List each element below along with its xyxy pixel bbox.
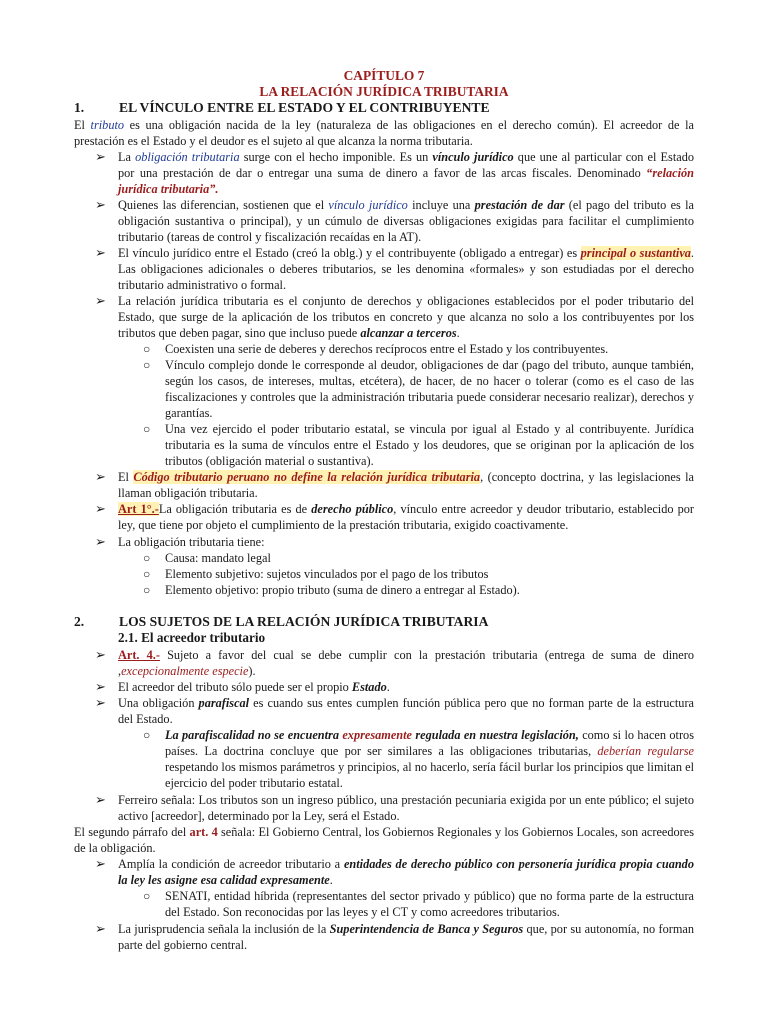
- arrow-bullet-icon: ➢: [95, 149, 106, 164]
- circle-bullet-icon: ○: [143, 889, 151, 903]
- section-number: 1.: [74, 100, 85, 115]
- section-2-heading: [74, 614, 488, 630]
- bullet-amplia: Amplía la condición de acreedor tributario a entidades de derecho público con personería jurídica propia cuando la ley les asigne esa calidad expresamente.: [118, 857, 694, 887]
- intro-paragraph: El tributo es una obligación nacida de la ley (naturaleza de las obligaciones en el derecho común). El acreedor de la prestación es el Estado y el deudor es el sujeto al que alcanza la norma tributaria.: [74, 118, 694, 148]
- sub-bullet: Elemento subjetivo: sujetos vinculados por el pago de los tributos: [165, 567, 489, 581]
- bullet-ferreiro: Ferreiro señala: Los tributos son un ingreso público, una prestación pecuniaria exigida por un ente público; el sujeto activo [acreedor], determinado por la Ley, será el Estado.: [118, 793, 694, 823]
- chapter-number: CAPÍTULO 7: [343, 68, 425, 83]
- circle-bullet-icon: ○: [143, 422, 151, 436]
- circle-bullet-icon: ○: [143, 728, 151, 742]
- bullet-obligacion: La obligación tributaria surge con el hecho imponible. Es un vínculo jurídico que une al particular con el Estado por una prestación de dar o entregar una suma de dinero a favor de las arcas fiscales. Denominado “relación jurídica tributaria”.: [118, 150, 694, 196]
- bullet-obligacion-tiene: La obligación tributaria tiene:: [118, 535, 265, 549]
- circle-bullet-icon: ○: [143, 567, 151, 581]
- bullet-relacion-juridica: La relación jurídica tributaria es el conjunto de derechos y obligaciones establecidos por el poder tributario del Estado, que surge de la aplicación de los tributos en concreto y que alcanza no solo a los contribuyentes por los tributos que deben pagar, sino que incluso puede alcanzar a terceros.: [118, 294, 694, 340]
- sub-bullet: Coexisten una serie de deberes y derechos recíprocos entre el Estado y los contribuyentes.: [165, 342, 609, 356]
- sub-bullet: Vínculo complejo donde le corresponde al deudor, obligaciones de dar (pago del tributo, aunque también, según los casos, de intereses, multas, etcétera), de hacer, de no hacer o tolerar (como es el caso de las fiscalizaciones y controles que la administración tributaria puede considerar necesario realizar), derechos y garantías.: [165, 358, 694, 420]
- bullet-art-1: Art 1°.-La obligación tributaria es de derecho público, vínculo entre acreedor y deudor tributario, establecido por ley, que tiene por objeto el cumplimiento de la prestación tributaria, exigido coactivamente.: [118, 502, 695, 532]
- arrow-bullet-icon: ➢: [95, 921, 106, 936]
- sub-bullet-senati: SENATI, entidad híbrida (representantes del sector privado y público) que no forma parte de la estructura del Estado. Son reconocidas por las leyes y el CT y como acreedores tributarios.: [165, 889, 694, 919]
- paragraph-art-4: El segundo párrafo del art. 4 señala: El Gobierno Central, los Gobiernos Regionales y los Gobiernos Locales, son acreedores de la obligación.: [74, 825, 695, 855]
- arrow-bullet-icon: ➢: [95, 695, 106, 710]
- arrow-bullet-icon: ➢: [95, 679, 106, 694]
- bullet-art-4: Art. 4.- Sujeto a favor del cual se debe cumplir con la prestación tributaria (entrega de suma de dinero ,excepcionalmente especie).: [118, 648, 695, 678]
- bullet-codigo-tributario: El Código tributario peruano no define la relación jurídica tributaria, (concepto doctrina, y las legislaciones la llaman obligación tributaria.: [118, 470, 694, 500]
- arrow-bullet-icon: ➢: [95, 293, 106, 308]
- arrow-bullet-icon: ➢: [95, 469, 106, 484]
- section-title: EL VÍNCULO ENTRE EL ESTADO Y EL CONTRIBUYENTE: [119, 100, 490, 115]
- bullet-vinculo-principal: El vínculo jurídico entre el Estado (creó la oblg.) y el contribuyente (obligado a entregar) es principal o sustantiva. Las obligaciones adicionales o deberes tributarios, se les denomina «formales» y son estudiadas por el derecho tributario administrativo o formal.: [118, 246, 694, 292]
- arrow-bullet-icon: ➢: [95, 501, 106, 516]
- sub-bullet: Una vez ejercido el poder tributario estatal, se vincula por igual al Estado y al contribuyente. Jurídica tributaria es la suma de vínculos entre el Estado y los deudores, que se originan por la aplicación de los tributos (obligación material o sustantiva).: [165, 422, 694, 468]
- bullet-acreedor-estado: El acreedor del tributo sólo puede ser el propio Estado.: [118, 680, 390, 694]
- bullet-parafiscal: Una obligación parafiscal es cuando sus entes cumplen función pública pero que no forman parte de la estructura del Estado.: [118, 696, 694, 726]
- section-number: 2.: [74, 614, 85, 629]
- arrow-bullet-icon: ➢: [95, 647, 106, 662]
- circle-bullet-icon: ○: [143, 583, 151, 597]
- arrow-bullet-icon: ➢: [95, 534, 106, 549]
- arrow-bullet-icon: ➢: [95, 856, 106, 871]
- arrow-bullet-icon: ➢: [95, 245, 106, 260]
- subsection-heading: 2.1. El acreedor tributario: [118, 630, 266, 645]
- circle-bullet-icon: ○: [143, 358, 151, 372]
- bullet-jurisprudencia: La jurisprudencia señala la inclusión de la Superintendencia de Banca y Seguros que, por su autonomía, no forman parte del gobierno central.: [118, 922, 694, 952]
- sub-bullet-parafiscalidad: La parafiscalidad no se encuentra expresamente regulada en nuestra legislación, como si lo hacen otros países. La doctrina concluye que por ser similares a las obligaciones tributarias, deberían regularse respetando los mismos parámetros y principios, al no hacerlo, sería fácil burlar los principios que limitan el ejercicio del poder tributario estatal.: [165, 728, 694, 790]
- sub-bullet: Elemento objetivo: propio tributo (suma de dinero a entregar al Estado).: [165, 583, 520, 597]
- circle-bullet-icon: ○: [143, 551, 151, 565]
- chapter-title: LA RELACIÓN JURÍDICA TRIBUTARIA: [259, 84, 509, 99]
- section-1-heading: [74, 100, 490, 116]
- arrow-bullet-icon: ➢: [95, 197, 106, 212]
- arrow-bullet-icon: ➢: [95, 792, 106, 807]
- sub-bullet: Causa: mandato legal: [165, 551, 271, 565]
- section-title: LOS SUJETOS DE LA RELACIÓN JURÍDICA TRIBUTARIA: [119, 614, 489, 629]
- bullet-diferencian: Quienes las diferencian, sostienen que el vínculo jurídico incluye una prestación de dar (el pago del tributo es la obligación sustantiva o principal), y un cúmulo de diversas obligaciones exigidas para facilitar el cumplimiento tributario (tareas de control y fiscalización recaídas en la AT).: [118, 198, 694, 244]
- circle-bullet-icon: ○: [143, 342, 151, 356]
